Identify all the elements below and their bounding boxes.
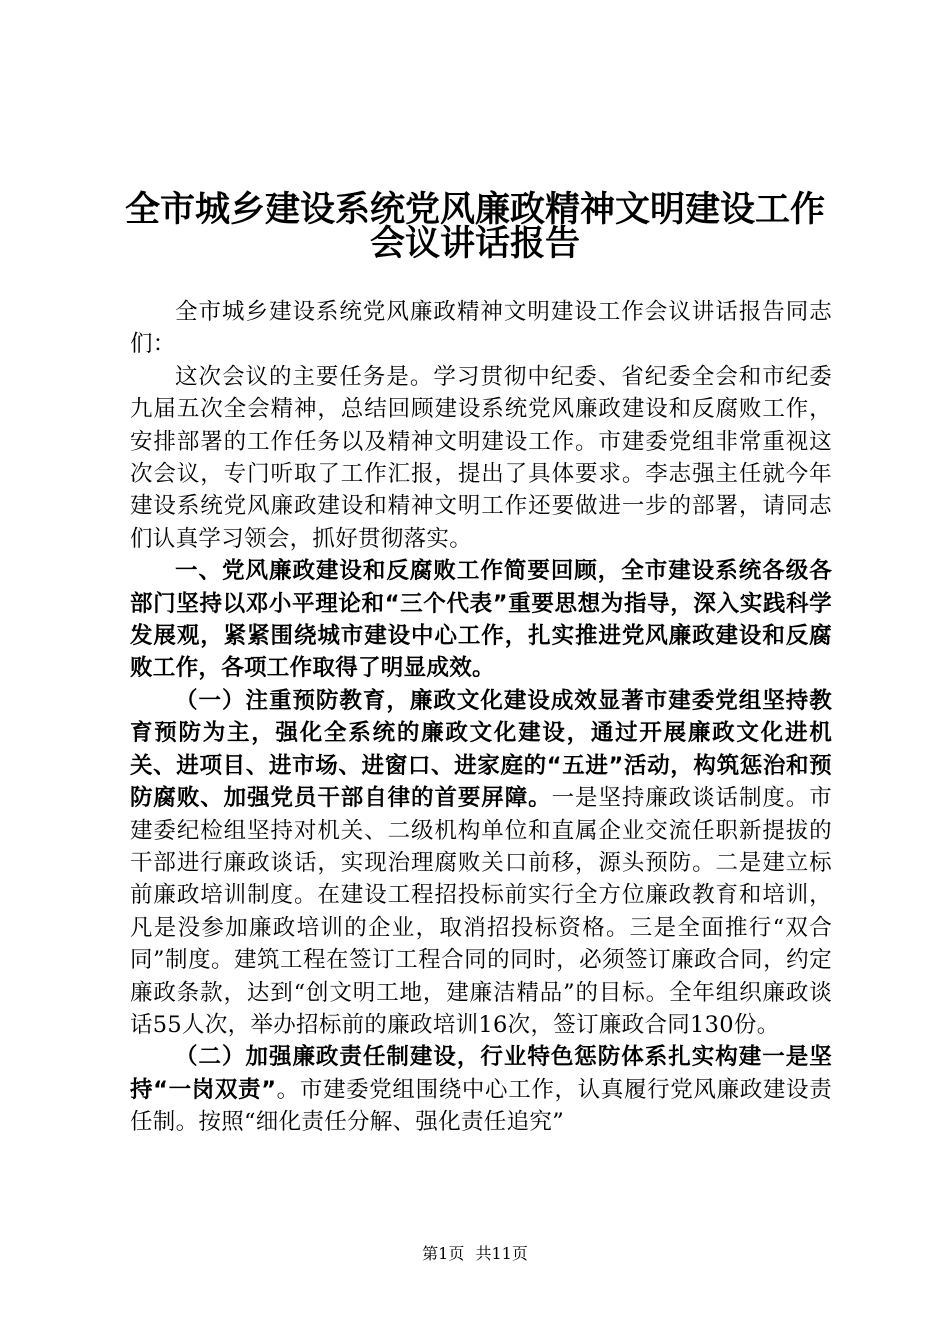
subsection-1-heading: （一）注重预防教育，廉政文化建设成效显著市建委党组坚持教育预防为主，强化全系统的廉政文化建设，通过开展廉政文化进机关、进项目、进市场、进窗口、进家庭的“五进”活动，构筑惩治和预防腐败、加强党员干部自律的首要屏障。 bbox=[130, 687, 832, 812]
page-number: 第1页 bbox=[422, 1244, 465, 1263]
subsection-1-body: 一是坚持廉政谈话制度。市建委纪检组坚持对机关、二级机构单位和直属企业交流任职新提拔的干部进行廉政谈话，实现治理腐败关口前移，源头预防。二是建立标前廉政培训制度。在建设工程招投标前实行全方位廉政教育和培训，凡是没参加廉政培训的企业，取消招投标资格。三是全面推行“双合同”制度。建筑工程在签订工程合同的同时，必须签订廉政合同，约定廉政条款，达到“创文明工地，建廉洁精品”的目标。全年组织廉政谈话55人次，举办招标前的廉政培训16次，签订廉政合同130份。 bbox=[130, 785, 833, 1038]
intro-paragraph: 全市城乡建设系统党风廉政精神文明建设工作会议讲话报告同志们： bbox=[130, 299, 832, 358]
section-1-paragraph: 一、党风廉政建设和反腐败工作简要回顾，全市建设系统各级各部门坚持以邓小平理论和“三个代表”重要思想为指导，深入实践科学发展观，紧紧围绕城市建设中心工作，扎实推进党风廉政建设和反腐败工作，各项工作取得了明显成效。 bbox=[130, 558, 832, 682]
document-title-line1: 全市城乡建设系统党风廉政精神文明建设工作 bbox=[124, 189, 825, 230]
page-total: 共11页 bbox=[475, 1244, 528, 1263]
subsection-2-heading: （二）加强廉政责任制建设，行业特色惩防体系扎实构建一是坚持“一岗双责” bbox=[130, 1044, 832, 1103]
document-title-line2: 会议讲话报告 bbox=[369, 223, 580, 264]
subsection-1-paragraph bbox=[130, 685, 832, 1041]
page-footer bbox=[0, 1244, 950, 1264]
paragraph-1: 这次会议的主要任务是。学习贯彻中纪委、省纪委全会和市纪委九届五次全会精神，总结回顾建设系统党风廉政建设和反腐败工作，安排部署的工作任务以及精神文明建设工作。市建委党组非常重视这次会议，专门听取了工作汇报，提出了具体要求。李志强主任就今年建设系统党风廉政建设和精神文明工作还要做进一步的部署，请同志们认真学习领会，抓好贯彻落实。 bbox=[130, 363, 832, 552]
subsection-2-body: 。市建委党组围绕中心工作，认真履行党风廉政建设责任制。按照“细化责任分解、强化责任追究” bbox=[130, 1076, 833, 1136]
subsection-2-paragraph bbox=[130, 1041, 832, 1138]
document-body bbox=[130, 296, 832, 1139]
